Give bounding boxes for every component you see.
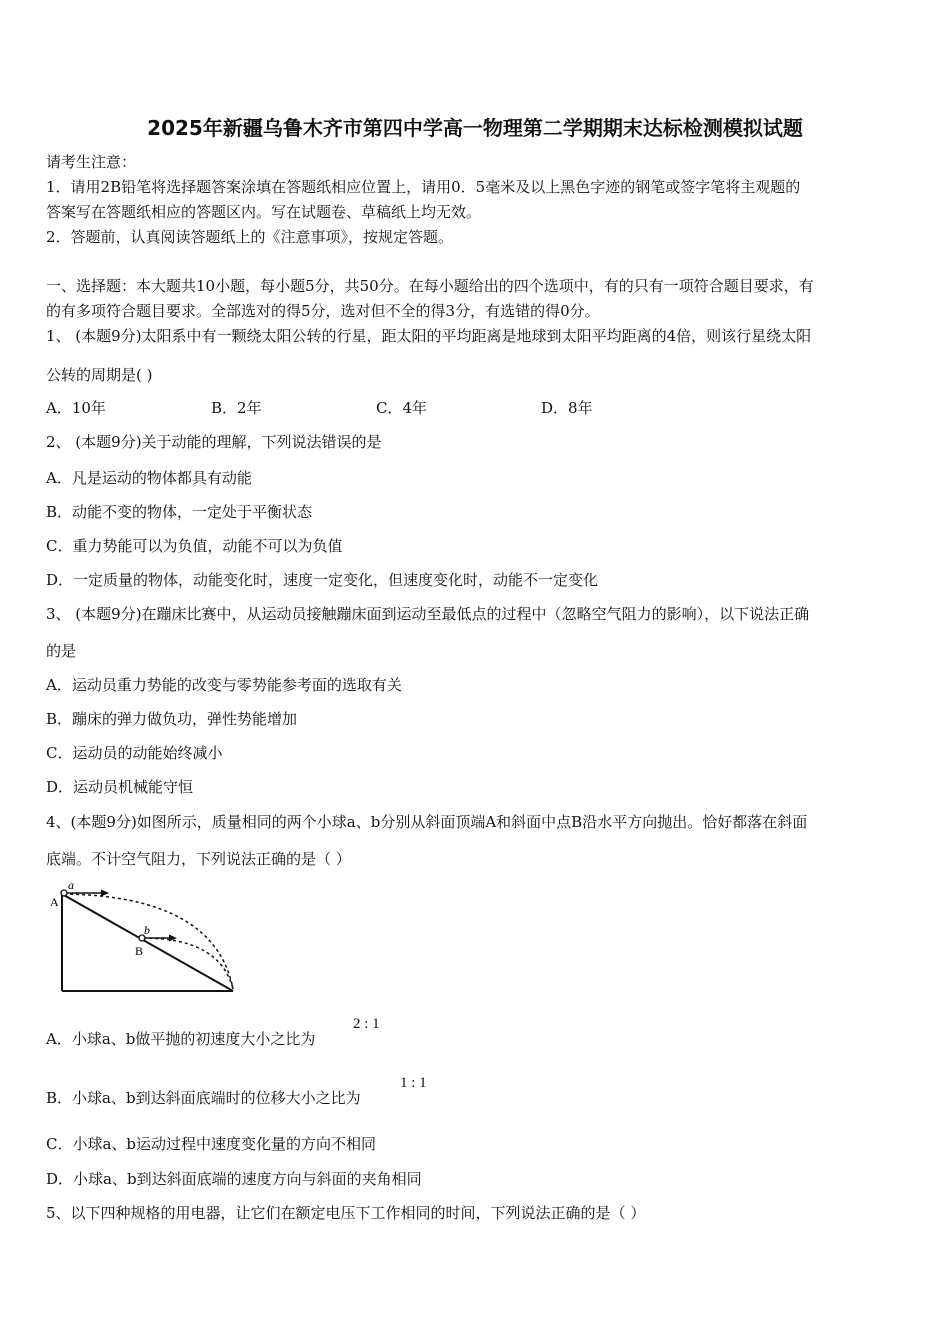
notice-line-2: 答案写在答题纸相应的答题区内。写在试题卷、草稿纸上均无效。 — [46, 203, 482, 221]
q4-option-c: C．小球a、b运动过程中速度变化量的方向不相同 — [46, 1135, 377, 1153]
q2-stem: 2、 (本题9分)关于动能的理解，下列说法错误的是 — [46, 433, 382, 451]
incline-projectile-figure — [40, 876, 250, 998]
section-instructions-1: 一、选择题：本大题共10小题，每小题5分，共50分。在每小题给出的四个选项中，有的只有一项符合题目要求，有 — [46, 277, 814, 295]
q2-option-c: C．重力势能可以为负值，动能不可以为负值 — [46, 537, 343, 555]
trajectory-a — [64, 894, 233, 989]
q3-stem-2: 的是 — [46, 642, 77, 660]
label-a: a — [68, 878, 74, 892]
ball-a — [61, 890, 67, 896]
q3-stem-1: 3、 (本题9分)在蹦床比赛中，从运动员接触蹦床面到运动至最低点的过程中（忽略空气阻力的影响），以下说法正确 — [46, 605, 810, 623]
q3-option-d: D．运动员机械能守恒 — [46, 778, 194, 796]
q4-stem-2: 底端。不计空气阻力，下列说法正确的是（ ） — [46, 850, 351, 868]
q1-stem-1: 1、 (本题9分)太阳系中有一颗绕太阳公转的行星，距太阳的平均距离是地球到太阳平均距离的4倍，则该行星绕太阳 — [46, 327, 812, 345]
q4-option-a: A．小球a、b做平抛的初速度大小之比为 — [46, 1030, 316, 1048]
arrowhead-a — [101, 890, 109, 897]
q2-option-d: D．一定质量的物体，动能变化时，速度一定变化，但速度变化时，动能不一定变化 — [46, 571, 599, 589]
q1-option-a: A．10年 — [46, 399, 106, 417]
q1-option-d: D．8年 — [541, 399, 593, 417]
q4-option-b: B．小球a、b到达斜面底端时的位移大小之比为 — [46, 1089, 361, 1107]
q4-stem-1: 4、(本题9分)如图所示，质量相同的两个小球a、b分别从斜面顶端A和斜面中点B沿水平方向抛出。恰好都落在斜面 — [46, 813, 808, 831]
notice-line-3: 2．答题前，认真阅读答题纸上的《注意事项》，按规定答题。 — [46, 228, 454, 246]
section-instructions-2: 的有多项符合题目要求。全部选对的得5分，选对但不全的得3分，有选错的得0分。 — [46, 302, 600, 320]
label-B: B — [135, 944, 144, 958]
q1-option-c: C．4年 — [376, 399, 428, 417]
incline-slope — [62, 894, 233, 991]
q3-option-a: A．运动员重力势能的改变与零势能参考面的选取有关 — [46, 676, 402, 694]
q3-option-b: B．蹦床的弹力做负功，弹性势能增加 — [46, 710, 298, 728]
q4-ratio-a: 2 : 1 — [353, 1016, 380, 1032]
label-A: A — [50, 895, 59, 909]
notice-line-1: 1．请用2B铅笔将选择题答案涂填在答题纸相应位置上，请用0．5毫米及以上黑色字迹的钢笔或签字笔将主观题的 — [46, 178, 801, 196]
q4-ratio-b: 1 : 1 — [400, 1075, 427, 1091]
q4-option-d: D．小球a、b到达斜面底端的速度方向与斜面的夹角相同 — [46, 1170, 422, 1188]
notice-heading: 请考生注意： — [46, 153, 137, 171]
q1-option-b: B．2年 — [211, 399, 262, 417]
q3-option-c: C．运动员的动能始终减小 — [46, 744, 223, 762]
trajectory-b — [143, 938, 233, 989]
q1-options — [46, 398, 593, 418]
q2-option-a: A．凡是运动的物体都具有动能 — [46, 469, 252, 487]
q2-option-b: B．动能不变的物体，一定处于平衡状态 — [46, 503, 313, 521]
page-title: 2025年新疆乌鲁木齐市第四中学高一物理第二学期期末达标检测模拟试题 — [147, 116, 803, 140]
q1-stem-2: 公转的周期是( ) — [46, 366, 153, 384]
label-b: b — [144, 923, 150, 937]
q5-stem: 5、以下四种规格的用电器，让它们在额定电压下工作相同的时间，下列说法正确的是（ ） — [46, 1204, 646, 1222]
